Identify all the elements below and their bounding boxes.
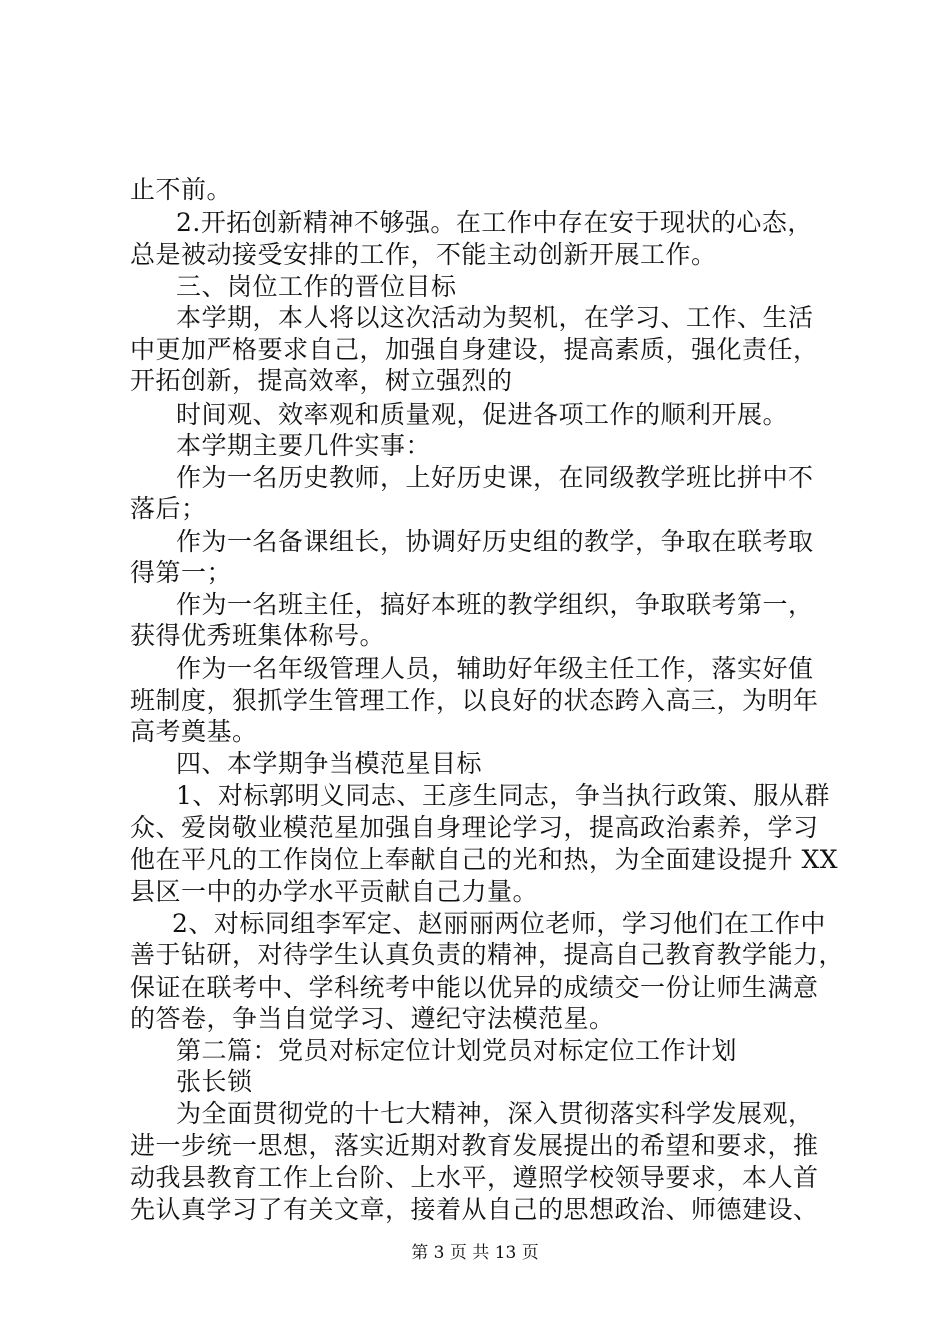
text-line: 动我县教育工作上台阶、上水平，遵照学校领导要求，本人首: [130, 1163, 819, 1192]
section-heading: 四、本学期争当模范星目标: [176, 749, 483, 778]
text-line: 本学期，本人将以这次活动为契机，在学习、工作、生活: [176, 303, 814, 332]
text-line: 作为一名备课组长，协调好历史组的教学，争取在联考取: [176, 527, 814, 556]
text-line: 的答卷，争当自觉学习、遵纪守法模范星。: [130, 1004, 615, 1033]
section-heading: 三、岗位工作的晋位目标: [176, 272, 457, 301]
text-line: 作为一名历史教师，上好历史课，在同级教学班比拼中不: [176, 463, 814, 492]
text-line: 得第一；: [130, 558, 233, 587]
text-line: 本学期主要几件实事：: [176, 431, 432, 460]
page-number-footer: 第 3 页 共 13 页: [411, 1243, 539, 1263]
text-line: 为全面贯彻党的十七大精神，深入贯彻落实科学发展观，: [176, 1099, 814, 1128]
text-line: 进一步统一思想，落实近期对教育发展提出的希望和要求，推: [130, 1131, 819, 1160]
text-line: 班制度，狠抓学生管理工作，以良好的状态跨入高三，为明年: [130, 686, 819, 715]
text-line: 2、对标同组李军定、赵丽丽两位老师，学习他们在工作中: [172, 909, 826, 938]
text-line: 作为一名班主任，搞好本班的教学组织，争取联考第一，: [176, 590, 814, 619]
text-line: 总是被动接受安排的工作，不能主动创新开展工作。: [130, 240, 717, 269]
text-line: 1、对标郭明义同志、王彦生同志，争当执行政策、服从群: [176, 781, 830, 810]
text-line: 落后；: [130, 494, 207, 523]
author-name: 张长锁: [176, 1067, 253, 1096]
text-line: 保证在联考中、学科统考中能以优异的成绩交一份让师生满意: [130, 973, 819, 1002]
text-line: 先认真学习了有关文章，接着从自己的思想政治、师德建设、: [130, 1195, 819, 1224]
text-line: 止不前。: [130, 175, 233, 204]
text-line: 获得优秀班集体称号。: [130, 621, 386, 650]
text-line: 善于钻研，对待学生认真负责的精神，提高自己教育教学能力，: [130, 940, 845, 969]
text-line: 开拓创新，提高效率，树立强烈的: [130, 366, 513, 395]
chapter-heading: 第二篇：党员对标定位计划党员对标定位工作计划: [176, 1036, 738, 1065]
text-line: 作为一名年级管理人员，辅助好年级主任工作，落实好值: [176, 654, 814, 683]
text-line: 众、爱岗敬业模范星加强自身理论学习，提高政治素养，学习: [130, 813, 819, 842]
text-line: 高考奠基。: [130, 717, 258, 746]
text-line: 他在平凡的工作岗位上奉献自己的光和热，为全面建设提升 XX: [130, 845, 839, 874]
text-line: 2.开拓创新精神不够强。在工作中存在安于现状的心态，: [176, 208, 813, 237]
text-line: 县区一中的办学水平贡献自己力量。: [130, 877, 539, 906]
text-line: 中更加严格要求自己，加强自身建设，提高素质，强化责任，: [130, 335, 819, 364]
text-line: 时间观、效率观和质量观，促进各项工作的顺利开展。: [176, 400, 789, 429]
